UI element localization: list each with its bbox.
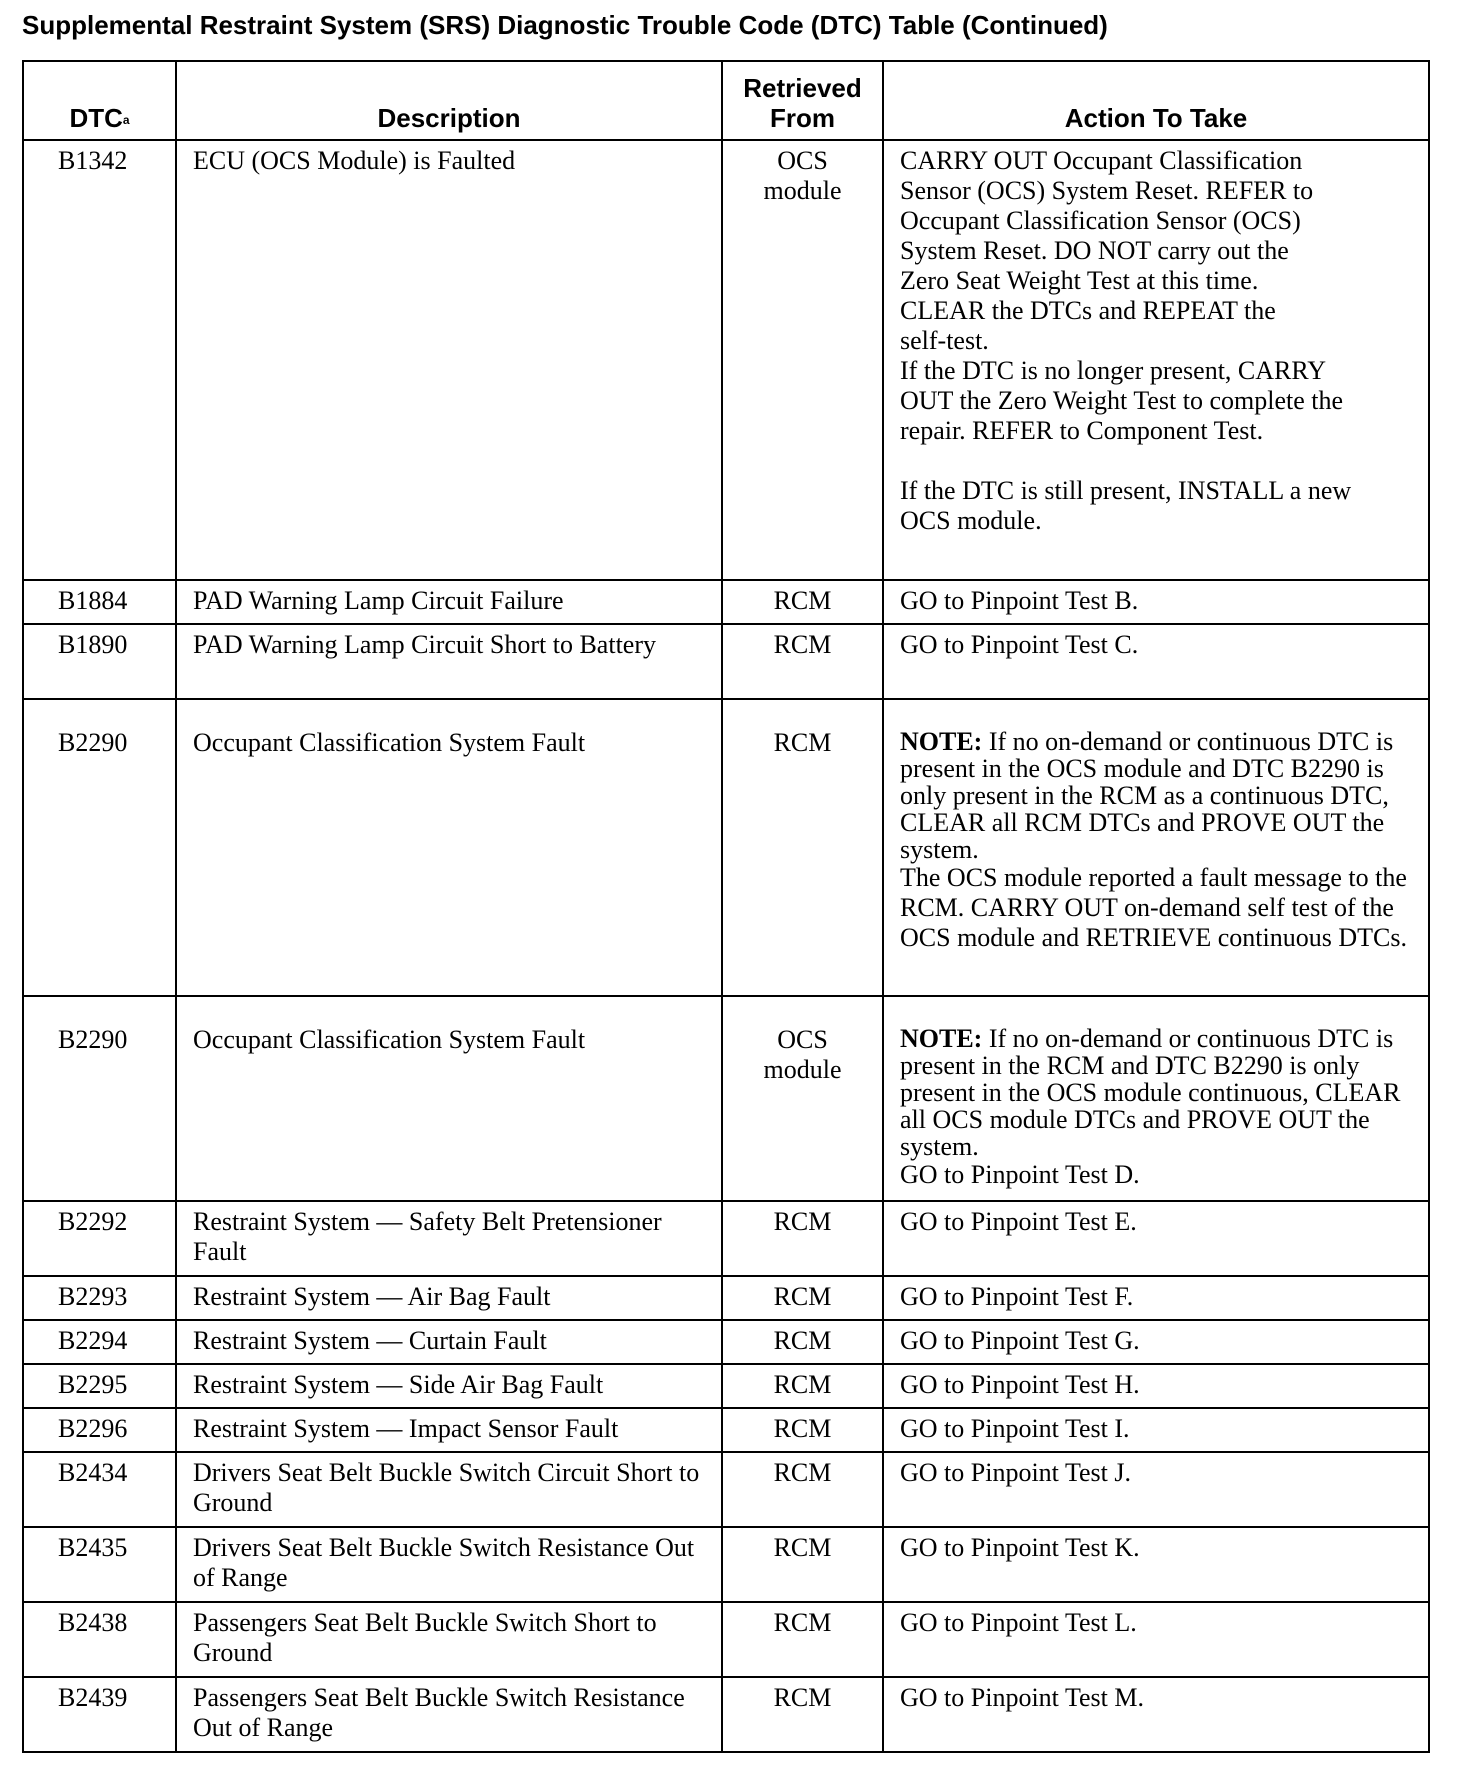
dtc-description: Drivers Seat Belt Buckle Switch Resistance Out of Range bbox=[176, 1527, 722, 1602]
dtc-code: B2292 bbox=[23, 1201, 176, 1276]
page-title: Supplemental Restraint System (SRS) Diagnostic Trouble Code (DTC) Table (Continued) bbox=[22, 10, 1108, 40]
dtc-description: ECU (OCS Module) is Faulted bbox=[176, 140, 722, 580]
retrieved-from: RCM bbox=[722, 624, 883, 699]
retrieved-from: RCM bbox=[722, 580, 883, 624]
dtc-description: Restraint System — Side Air Bag Fault bbox=[176, 1364, 722, 1408]
table-row bbox=[23, 1677, 1429, 1752]
table-row bbox=[23, 1602, 1429, 1677]
action-to-take: GO to Pinpoint Test I. bbox=[883, 1408, 1429, 1452]
dtc-description: Occupant Classification System Fault bbox=[176, 996, 722, 1201]
retrieved-from: RCM bbox=[722, 699, 883, 996]
table-row bbox=[23, 624, 1429, 699]
table-row bbox=[23, 1527, 1429, 1602]
dtc-code: B2435 bbox=[23, 1527, 176, 1602]
dtc-description: Occupant Classification System Fault bbox=[176, 699, 722, 996]
dtc-code: B2293 bbox=[23, 1276, 176, 1320]
retrieved-from: RCM bbox=[722, 1408, 883, 1452]
table-row bbox=[23, 1452, 1429, 1527]
header-retrieved-from: Retrieved From bbox=[722, 61, 883, 140]
retrieved-from: RCM bbox=[722, 1320, 883, 1364]
retrieved-from: OCS module bbox=[722, 140, 883, 580]
dtc-code: B1342 bbox=[23, 140, 176, 580]
action-to-take: GO to Pinpoint Test E. bbox=[883, 1201, 1429, 1276]
dtc-code: B2439 bbox=[23, 1677, 176, 1752]
dtc-code: B2290 bbox=[23, 996, 176, 1201]
dtc-code: B1890 bbox=[23, 624, 176, 699]
footnote-marker: a bbox=[122, 113, 130, 127]
dtc-description: Restraint System — Air Bag Fault bbox=[176, 1276, 722, 1320]
dtc-description: Drivers Seat Belt Buckle Switch Circuit Short to Ground bbox=[176, 1452, 722, 1527]
note-text: NOTE: If no on-demand or continuous DTC is present in the OCS module and DTC B2290 is only present in the RCM as a continuous DTC, CLEAR all RCM DTCs and PROVE OUT the system. bbox=[900, 727, 1394, 864]
dtc-description: PAD Warning Lamp Circuit Short to Battery bbox=[176, 624, 722, 699]
table-row bbox=[23, 996, 1429, 1201]
dtc-code: B1884 bbox=[23, 580, 176, 624]
table-row bbox=[23, 1364, 1429, 1408]
retrieved-from: RCM bbox=[722, 1677, 883, 1752]
header-dtc: DTC$^a$ bbox=[23, 61, 176, 140]
table-row bbox=[23, 1408, 1429, 1452]
action-to-take: GO to Pinpoint Test K. bbox=[883, 1527, 1429, 1602]
action-to-take: GO to Pinpoint Test F. bbox=[883, 1276, 1429, 1320]
table-row bbox=[23, 580, 1429, 624]
action-to-take: CARRY OUT Occupant Classification Sensor (OCS) System Reset. REFER to Occupant Classification Sensor (OCS) System Reset. DO NOT carry out the Zero Seat Weight Test at this time. CLEAR the DTCs and REPEAT the self-test. If the DTC is no longer present, CARRY OUT the Zero Weight Test to complete the repair. REFER to Component Test. If the DTC is still present, INSTALL a new OCS module. bbox=[883, 140, 1429, 580]
dtc-code: B2434 bbox=[23, 1452, 176, 1527]
dtc-description: Restraint System — Impact Sensor Fault bbox=[176, 1408, 722, 1452]
header-action: Action To Take bbox=[883, 61, 1429, 140]
retrieved-from: RCM bbox=[722, 1364, 883, 1408]
action-to-take: GO to Pinpoint Test H. bbox=[883, 1364, 1429, 1408]
action-to-take: GO to Pinpoint Test C. bbox=[883, 624, 1429, 699]
action-to-take: GO to Pinpoint Test J. bbox=[883, 1452, 1429, 1527]
table-row bbox=[23, 699, 1429, 996]
table-row bbox=[23, 140, 1429, 580]
retrieved-from: RCM bbox=[722, 1201, 883, 1276]
action-to-take: GO to Pinpoint Test G. bbox=[883, 1320, 1429, 1364]
dtc-table bbox=[22, 60, 1430, 1753]
table-header-row bbox=[23, 61, 1429, 140]
header-description: Description bbox=[176, 61, 722, 140]
dtc-code: B2290 bbox=[23, 699, 176, 996]
dtc-description: Passengers Seat Belt Buckle Switch Short to Ground bbox=[176, 1602, 722, 1677]
dtc-code: B2438 bbox=[23, 1602, 176, 1677]
action-to-take: NOTE: If no on-demand or continuous DTC is present in the OCS module and DTC B2290 is only present in the RCM as a continuous DTC, CLEAR all RCM DTCs and PROVE OUT the system. The OCS module reported a fault message to the RCM. CARRY OUT on-demand self test of the OCS module and RETRIEVE continuous DTCs. bbox=[883, 699, 1429, 996]
dtc-description: Restraint System — Safety Belt Pretensioner Fault bbox=[176, 1201, 722, 1276]
dtc-code: B2294 bbox=[23, 1320, 176, 1364]
table-row bbox=[23, 1320, 1429, 1364]
note-text: NOTE: If no on-demand or continuous DTC is present in the RCM and DTC B2290 is only present in the OCS module continuous, CLEAR all OCS module DTCs and PROVE OUT the system. bbox=[900, 1024, 1401, 1161]
retrieved-from: RCM bbox=[722, 1602, 883, 1677]
retrieved-from: OCS module bbox=[722, 996, 883, 1201]
action-to-take: GO to Pinpoint Test B. bbox=[883, 580, 1429, 624]
retrieved-from: RCM bbox=[722, 1527, 883, 1602]
action-to-take: NOTE: If no on-demand or continuous DTC is present in the RCM and DTC B2290 is only present in the OCS module continuous, CLEAR all OCS module DTCs and PROVE OUT the system. GO to Pinpoint Test D. bbox=[883, 996, 1429, 1201]
dtc-description: Passengers Seat Belt Buckle Switch Resistance Out of Range bbox=[176, 1677, 722, 1752]
dtc-description: Restraint System — Curtain Fault bbox=[176, 1320, 722, 1364]
retrieved-from: RCM bbox=[722, 1276, 883, 1320]
retrieved-from: RCM bbox=[722, 1452, 883, 1527]
action-to-take: GO to Pinpoint Test M. bbox=[883, 1677, 1429, 1752]
dtc-description: PAD Warning Lamp Circuit Failure bbox=[176, 580, 722, 624]
action-to-take: GO to Pinpoint Test L. bbox=[883, 1602, 1429, 1677]
dtc-code: B2295 bbox=[23, 1364, 176, 1408]
table-row bbox=[23, 1201, 1429, 1276]
table-row bbox=[23, 1276, 1429, 1320]
dtc-code: B2296 bbox=[23, 1408, 176, 1452]
